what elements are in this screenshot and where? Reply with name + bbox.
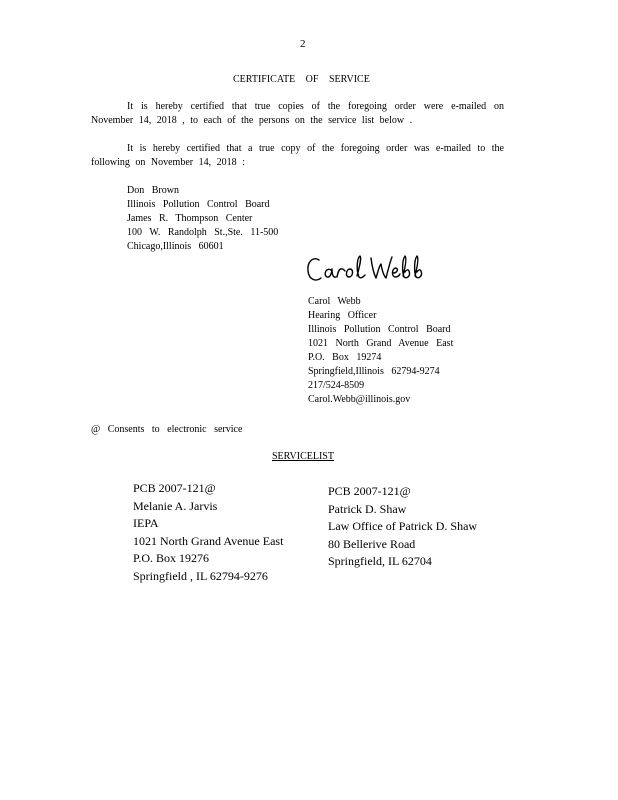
signature-line: Carol.Webb@illinois.gov: [308, 394, 411, 405]
recipient-line: Don Brown: [127, 185, 179, 196]
service-list-entry-2: [328, 483, 477, 571]
service-entry-line: 80 Bellerive Road: [328, 536, 416, 551]
service-list-heading: SERVICELIST: [272, 451, 334, 462]
certification-paragraph-2: [91, 142, 504, 170]
recipient-line: 100 W. Randolph St.,Ste. 11-500: [127, 227, 279, 238]
signature-line: 217/524-8509: [308, 380, 365, 391]
signature-line: 1021 North Grand Avenue East: [308, 338, 454, 349]
signature-block: [308, 295, 453, 407]
certification-paragraph-1: [91, 100, 504, 128]
service-entry-line: Law Office of Patrick D. Shaw: [328, 519, 478, 533]
service-entry-line: Melanie A. Jarvis: [133, 498, 218, 513]
service-entry-line: 1021 North Grand Avenue East: [133, 533, 284, 548]
service-entry-line: PCB 2007-121@: [328, 484, 411, 498]
recipient-address-block: [127, 184, 278, 254]
service-entry-line: Patrick D. Shaw: [328, 501, 407, 516]
signature-line: Springfield,Illinois 62794-9274: [308, 366, 440, 377]
service-entry-line: P.O. Box 19276: [133, 551, 210, 565]
recipient-line: James R. Thompson Center: [127, 213, 253, 224]
service-list-entry-1: [133, 480, 283, 585]
paragraph-1-text: It is hereby certified that true copies of the foregoing order were e-mailed on November 14, 2018 , to each of the persons on the service list below .: [91, 101, 504, 126]
recipient-line: Chicago,Illinois 60601: [127, 241, 224, 252]
signature-line: Illinois Pollution Control Board: [308, 324, 451, 335]
service-entry-line: Springfield , IL 62794-9276: [133, 568, 268, 583]
signature-line: Hearing Officer: [308, 310, 377, 321]
consent-note: @ Consents to electronic service: [91, 424, 243, 435]
service-entry-line: IEPA: [133, 516, 159, 530]
service-entry-line: Springfield, IL 62704: [328, 554, 432, 568]
signature-line: P.O. Box 19274: [308, 352, 382, 363]
page-number: 2: [300, 38, 306, 50]
handwritten-signature: [305, 252, 435, 288]
recipient-line: Illinois Pollution Control Board: [127, 199, 270, 210]
signature-line: Carol Webb: [308, 296, 361, 307]
service-entry-line: PCB 2007-121@: [133, 481, 216, 495]
paragraph-2-text: It is hereby certified that a true copy of the foregoing order was e-mailed to the following on November 14, 2018 :: [91, 143, 504, 168]
certificate-title: CERTIFICATE OF SERVICE: [233, 74, 370, 85]
